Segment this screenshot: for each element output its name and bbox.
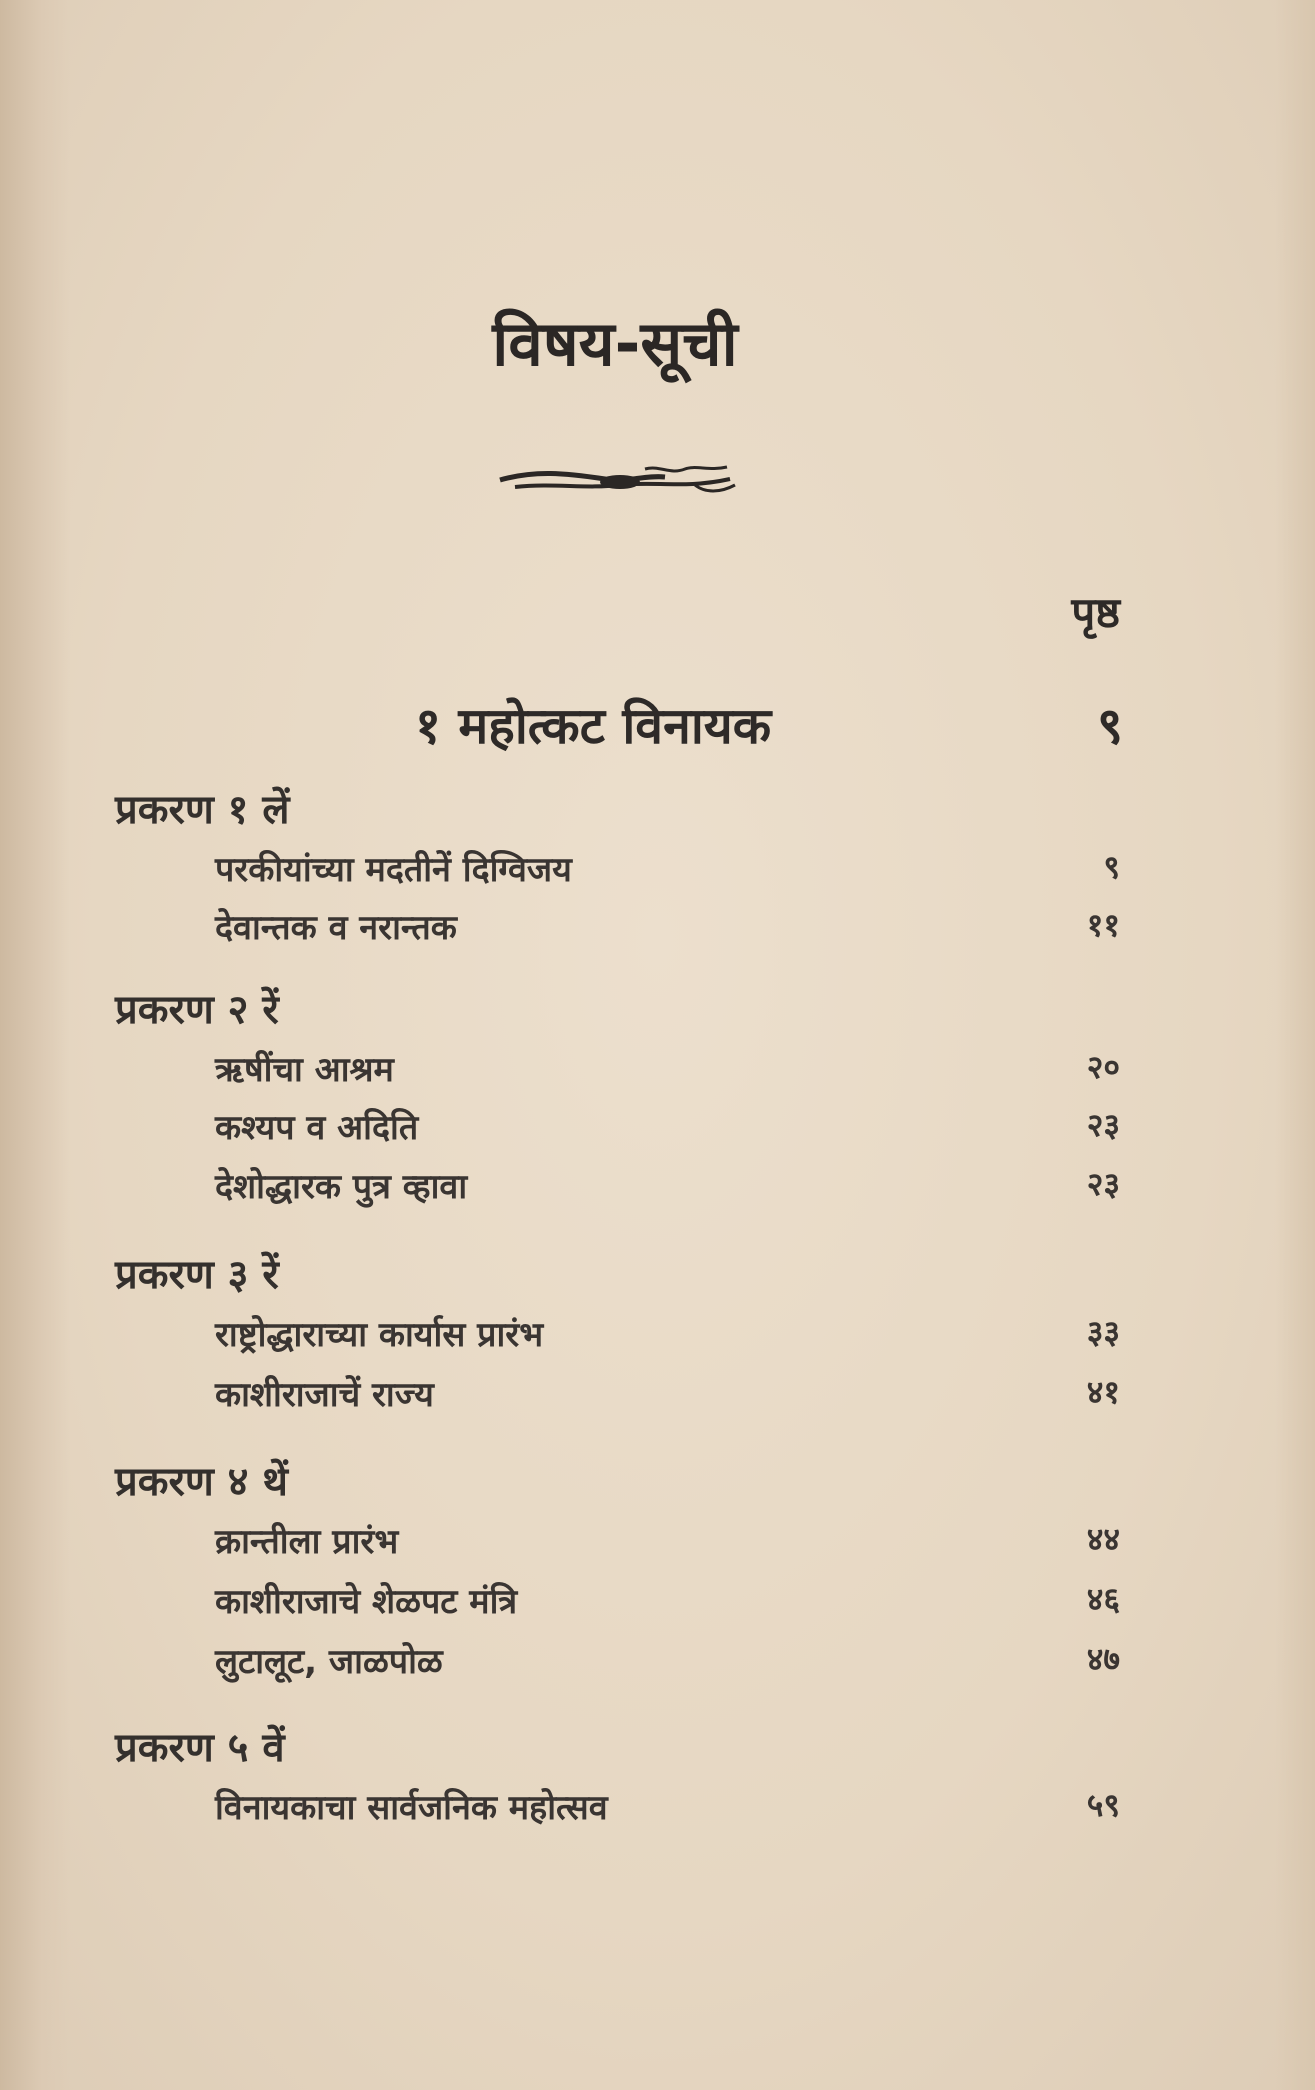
toc-page-number: ३३ [1086,1313,1120,1351]
toc-page-number: ४४ [1086,1520,1120,1558]
ornament-divider [495,455,745,505]
toc-entry: काशीराजाचें राज्य [215,1375,434,1415]
toc-entry: राष्ट्रोद्धाराच्या कार्यास प्रारंभ [215,1315,544,1355]
toc-entry: काशीराजाचे शेळपट मंत्रि [215,1582,518,1622]
chapter-heading: प्रकरण ५ वें [115,1725,285,1771]
part-page-number: ९ [1097,697,1123,755]
toc-page-number: २३ [1086,1165,1120,1203]
page-title: विषय-सूची [492,307,738,380]
toc-entry: कश्यप व अदिति [215,1108,419,1148]
toc-entry: ऋषींचा आश्रम [215,1050,394,1090]
toc-page-number: ४७ [1086,1640,1120,1678]
chapter-heading: प्रकरण ४ थें [115,1459,288,1505]
toc-page-number: ५९ [1086,1786,1120,1824]
part-title: १ महोत्कट विनायक [415,697,772,755]
toc-entry: परकीयांच्या मदतीनें दिग्विजय [215,850,572,890]
page-column-label: पृष्ठ [1071,588,1120,637]
toc-page-number: ९ [1103,848,1120,886]
chapter-heading: प्रकरण २ रें [115,987,279,1033]
toc-page-number: ११ [1086,906,1120,944]
toc-entry: क्रान्तीला प्रारंभ [215,1522,399,1562]
toc-page-number: ४६ [1086,1580,1120,1618]
toc-entry: देवान्तक व नरान्तक [215,908,457,948]
chapter-heading: प्रकरण ३ रें [115,1252,279,1298]
page-edge-shadow [1275,0,1315,2090]
toc-page-number: २० [1086,1048,1120,1086]
toc-entry: विनायकाचा सार्वजनिक महोत्सव [215,1788,608,1828]
chapter-heading: प्रकरण १ लें [115,787,290,833]
toc-page-number: २३ [1086,1106,1120,1144]
toc-page-number: ४१ [1086,1373,1120,1411]
toc-entry: लुटालूट, जाळपोळ [215,1642,443,1682]
toc-entry: देशोद्धारक पुत्र व्हावा [215,1167,468,1207]
